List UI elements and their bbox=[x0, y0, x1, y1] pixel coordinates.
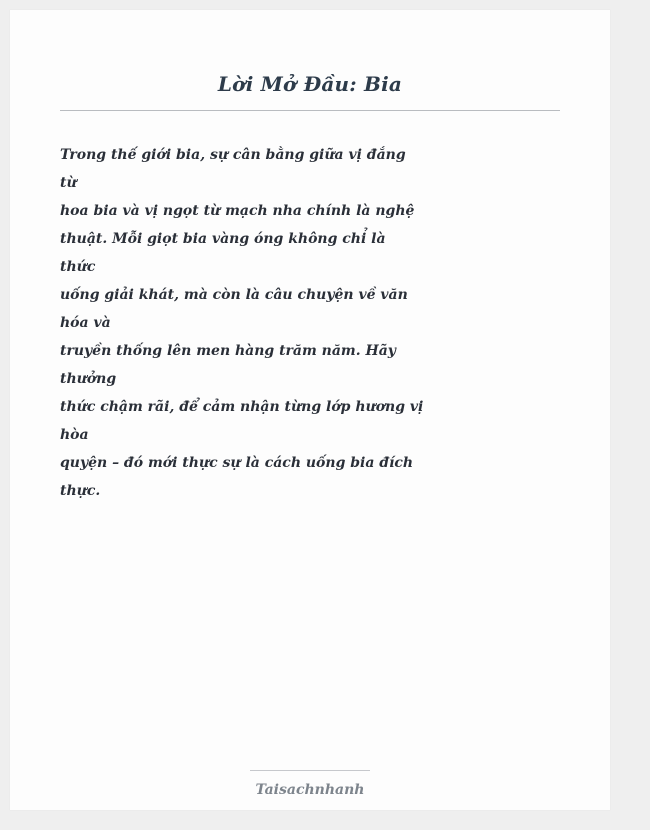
footer-brand: Taisachnhanh bbox=[255, 782, 365, 798]
document-page bbox=[10, 10, 610, 810]
text-line: hoa bia và vị ngọt từ mạch nha chính là nghệ bbox=[60, 203, 415, 219]
text-line: uống giải khát, mà còn là câu chuyện về văn bbox=[60, 287, 408, 303]
text-line: truyền thống lên men hàng trăm năm. Hãy bbox=[60, 343, 396, 359]
text-line: quyện – đó mới thực sự là cách uống bia đích bbox=[60, 455, 414, 471]
text-line: hòa bbox=[60, 427, 89, 443]
body-text bbox=[60, 141, 424, 505]
text-line: thức bbox=[60, 259, 96, 275]
text-line: thưởng bbox=[60, 371, 117, 387]
text-line: thức chậm rãi, để cảm nhận từng lớp hương vị bbox=[60, 399, 424, 415]
title-divider bbox=[60, 110, 560, 111]
text-line: từ bbox=[60, 175, 77, 191]
text-line: hóa và bbox=[60, 315, 111, 331]
text-line: thực. bbox=[60, 483, 101, 499]
text-line: Trong thế giới bia, sự cân bằng giữa vị đắng bbox=[60, 147, 406, 163]
text-line: thuật. Mỗi giọt bia vàng óng không chỉ là bbox=[60, 231, 386, 247]
footer-divider bbox=[250, 770, 370, 771]
page-title: Lời Mở Đầu: Bia bbox=[217, 72, 403, 96]
